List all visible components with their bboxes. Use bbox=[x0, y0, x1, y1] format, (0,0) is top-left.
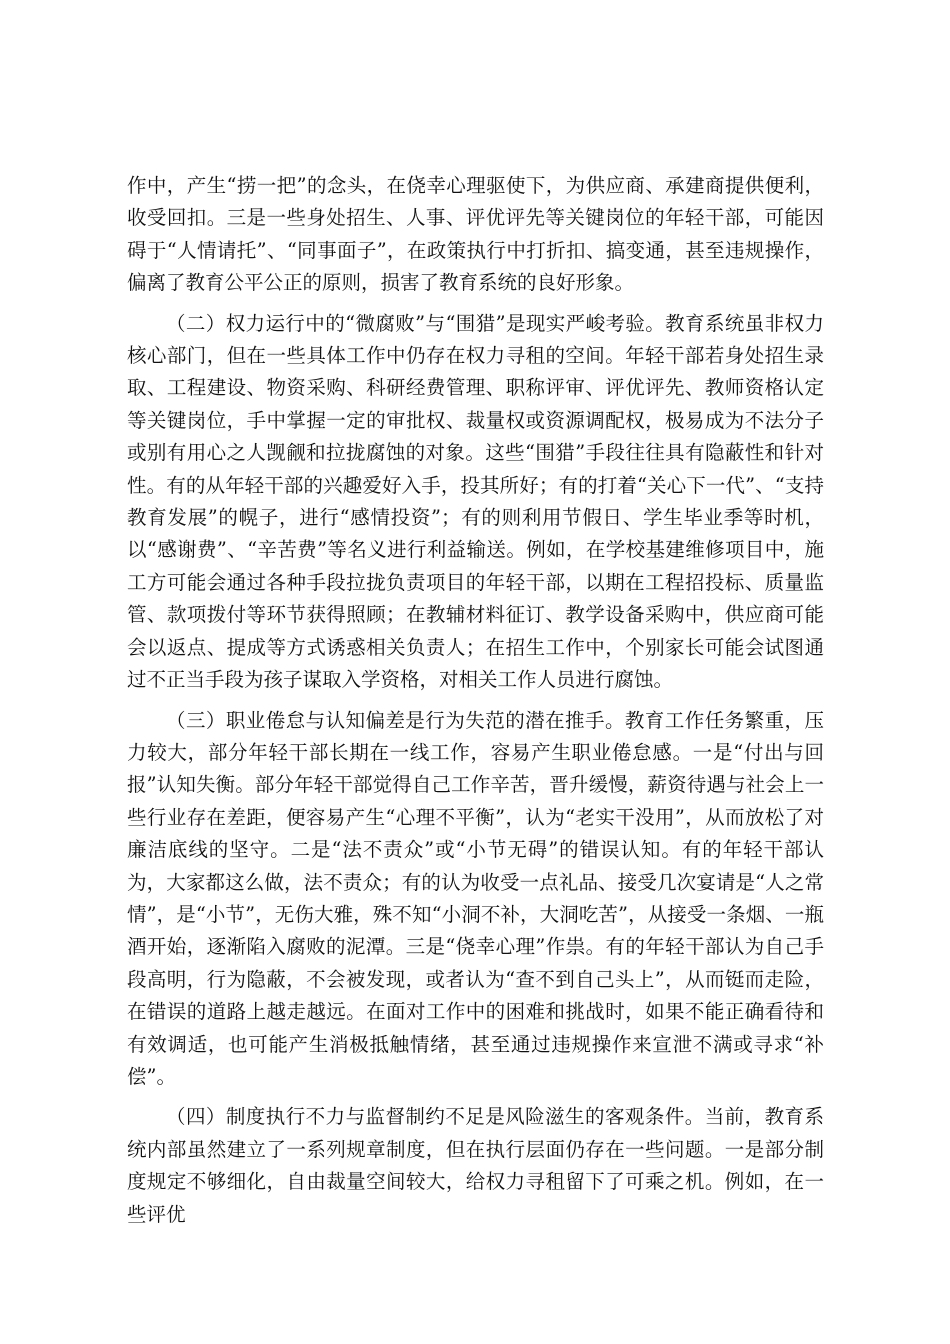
paragraph-section-3: （三）职业倦怠与认知偏差是行为失范的潜在推手。教育工作任务繁重，压力较大，部分年轻干部长期在一线工作，容易产生职业倦怠感。一是“付出与回报”认知失衡。部分年轻干部觉得自己工作辛苦，晋升缓慢，薪资待遇与社会上一些行业存在差距，便容易产生“心理不平衡”，认为“老实干没用”，从而放松了对廉洁底线的坚守。二是“法不责众”或“小节无碍”的错误认知。有的年轻干部认为，大家都这么做，法不责众；有的认为收受一点礼品、接受几次宴请是“人之常情”，是“小节”，无伤大雅，殊不知“小洞不补，大洞吃苦”，从接受一条烟、一瓶酒开始，逐渐陷入腐败的泥潭。三是“侥幸心理”作祟。有的年轻干部认为自己手段高明，行为隐蔽，不会被发现，或者认为“查不到自己头上”，从而铤而走险，在错误的道路上越走越远。在面对工作中的困难和挑战时，如果不能正确看待和有效调适，也可能产生消极抵触情绪，甚至通过违规操作来宣泄不满或寻求“补偿”。 bbox=[127, 708, 824, 1088]
paragraph-section-2: （二）权力运行中的“微腐败”与“围猎”是现实严峻考验。教育系统虽非权力核心部门，但在一些具体工作中仍存在权力寻租的空间。年轻干部若身处招生录取、工程建设、物资采购、科研经费管理、职称评审、评优评先、教师资格认定等关键岗位，手中掌握一定的审批权、裁量权或资源调配权，极易成为不法分子或别有用心之人觊觎和拉拢腐蚀的对象。这些“围猎”手段往往具有隐蔽性和针对性。有的从年轻干部的兴趣爱好入手，投其所好；有的打着“关心下一代”、“支持教育发展”的幌子，进行“感情投资”；有的则利用节假日、学生毕业季等时机，以“感谢费”、“辛苦费”等名义进行利益输送。例如，在学校基建维修项目中，施工方可能会通过各种手段拉拢负责项目的年轻干部，以期在工程招投标、质量监管、款项拨付等环节获得照顾；在教辅材料征订、教学设备采购中，供应商可能会以返点、提成等方式诱惑相关负责人；在招生工作中，个别家长可能会试图通过不正当手段为孩子谋取入学资格，对相关工作人员进行腐蚀。 bbox=[127, 311, 824, 692]
paragraph-continued: 作中，产生“捞一把”的念头，在侥幸心理驱使下，为供应商、承建商提供便利，收受回扣。三是一些身处招生、人事、评优评先等关键岗位的年轻干部，可能因碍于“人情请托”、“同事面子”，在政策执行中打折扣、搞变通，甚至违规操作，偏离了教育公平公正的原则，损害了教育系统的良好形象。 bbox=[127, 174, 824, 295]
paragraph-section-4: （四）制度执行不力与监督制约不足是风险滋生的客观条件。当前，教育系统内部虽然建立了一系列规章制度，但在执行层面仍存在一些问题。一是部分制度规定不够细化，自由裁量空间较大，给权力寻租留下了可乘之机。例如，在一些评优 bbox=[127, 1105, 824, 1226]
document-body bbox=[127, 170, 824, 1239]
